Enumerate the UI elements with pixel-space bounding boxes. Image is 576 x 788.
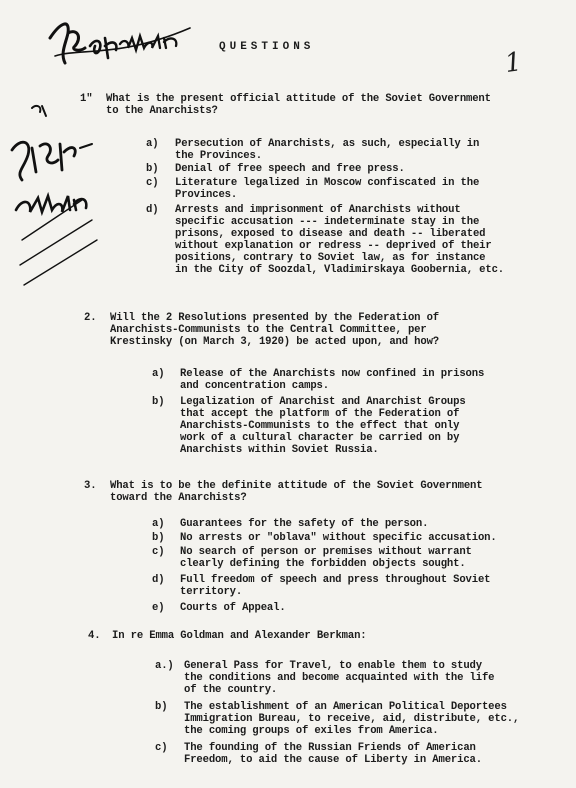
question-text-line: to the Anarchists?	[106, 105, 218, 117]
item-text-line: No search of person or premises without warrant	[180, 546, 472, 558]
item-text-line: the Provinces.	[175, 150, 262, 162]
item-text-line: the conditions and become acquainted with the life	[184, 672, 495, 684]
item-text-line: Immigration Bureau, to receive, aid, distribute, etc.,	[184, 713, 520, 725]
question-number: 4.	[88, 630, 101, 642]
item-text-line: Legalization of Anarchist and Anarchist Groups	[180, 396, 466, 408]
item-text-line: Full freedom of speech and press throughout Soviet	[180, 574, 491, 586]
question-number: 3.	[84, 480, 97, 492]
item-text-line: positions, contrary to Soviet law, as for instance	[175, 252, 486, 264]
item-text-line: without explanation or redress -- deprived of their	[175, 240, 492, 252]
item-text-line: the coming groups of exiles from America.	[184, 725, 439, 737]
item-label: b)	[152, 396, 165, 408]
item-text-line: Freedom, to aid the cause of Liberty in America.	[184, 754, 482, 766]
item-text-line: Release of the Anarchists now confined in prisons	[180, 368, 485, 380]
item-text-line: The founding of the Russian Friends of American	[184, 742, 476, 754]
question-text-line: What is the present official attitude of the Soviet Government	[106, 93, 491, 105]
question-text-line: What is to be the definite attitude of the Soviet Government	[110, 480, 483, 492]
item-text-line: in the City of Soozdal, Vladimirskaya Goobernia, etc.	[175, 264, 504, 276]
item-text-line: specific accusation --- indeterminate stay in the	[175, 216, 480, 228]
question-number: 1"	[80, 93, 93, 105]
item-text-line: clearly defining the forbidden objects sought.	[180, 558, 466, 570]
item-label: d)	[146, 204, 159, 216]
handwritten-annotation	[40, 8, 200, 78]
item-text-line: No arrests or "oblava" without specific accusation.	[180, 532, 497, 544]
page-number: 1	[502, 46, 524, 80]
item-label: a.)	[155, 660, 174, 672]
item-text-line: Literature legalized in Moscow confiscated in the	[175, 177, 480, 189]
question-text-line: toward the Anarchists?	[110, 492, 247, 504]
item-text-line: Anarchists-Communists to the effect that only	[180, 420, 460, 432]
item-text-line: that accept the platform of the Federation of	[180, 408, 460, 420]
item-text-line: Anarchists within Soviet Russia.	[180, 444, 379, 456]
item-label: d)	[152, 574, 165, 586]
question-text-line: Will the 2 Resolutions presented by the Federation of	[110, 312, 439, 324]
item-text-line: Denial of free speech and free press.	[175, 163, 405, 175]
item-text-line: prisons, exposed to disease and death -- liberated	[175, 228, 486, 240]
item-text-line: Guarantees for the safety of the person.	[180, 518, 429, 530]
item-label: c)	[152, 546, 165, 558]
item-label: b)	[146, 163, 159, 175]
item-text-line: and concentration camps.	[180, 380, 329, 392]
item-label: a)	[146, 138, 159, 150]
question-number: 2.	[84, 312, 97, 324]
item-text-line: The establishment of an American Political Deportees	[184, 701, 507, 713]
item-label: c)	[146, 177, 159, 189]
item-text-line: Arrests and imprisonment of Anarchists without	[175, 204, 461, 216]
item-text-line: territory.	[180, 586, 243, 598]
handwritten-margin-note	[2, 100, 102, 300]
item-text-line: of the country.	[184, 684, 278, 696]
item-label: b)	[152, 532, 165, 544]
item-text-line: Courts of Appeal.	[180, 602, 286, 614]
item-text-line: General Pass for Travel, to enable them to study	[184, 660, 482, 672]
item-label: b)	[155, 701, 168, 713]
item-label: e)	[152, 602, 165, 614]
item-label: c)	[155, 742, 168, 754]
item-text-line: Persecution of Anarchists, as such, especially in	[175, 138, 480, 150]
item-label: a)	[152, 518, 165, 530]
question-text-line: Anarchists-Communists to the Central Committee, per	[110, 324, 427, 336]
item-text-line: work of a cultural character be carried on by	[180, 432, 460, 444]
item-text-line: Provinces.	[175, 189, 238, 201]
item-label: a)	[152, 368, 165, 380]
question-text-line: In re Emma Goldman and Alexander Berkman:	[112, 630, 367, 642]
question-text-line: Krestinsky (on March 3, 1920) be acted upon, and how?	[110, 336, 439, 348]
document-title: QUESTIONS	[219, 41, 315, 53]
